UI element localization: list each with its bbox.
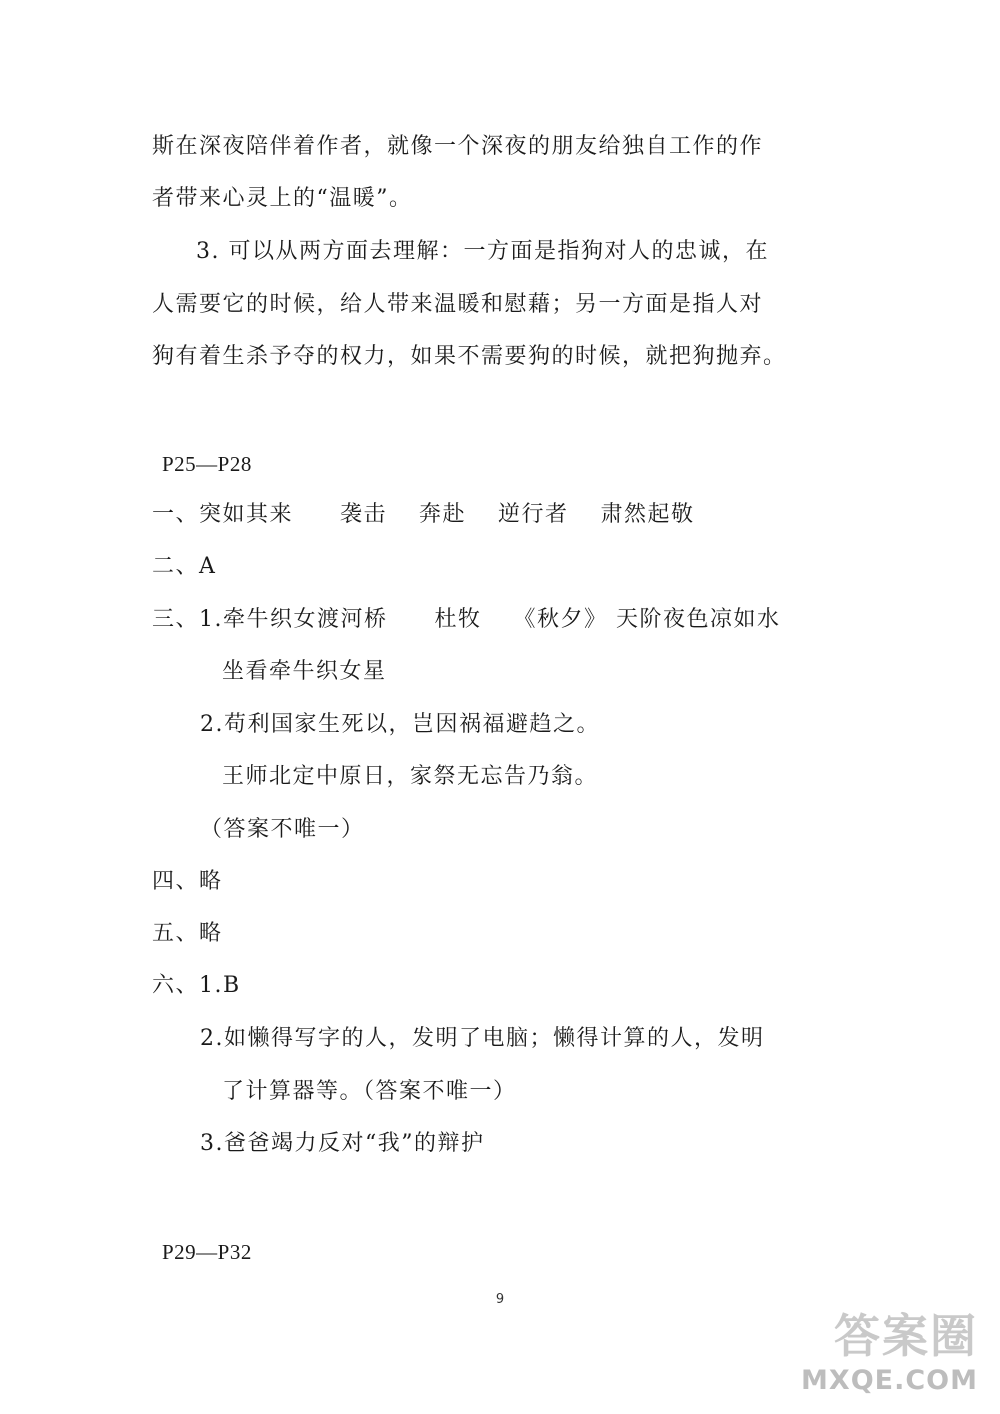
answer-item-3-cont: 坐看牵牛织女星 [222,659,387,684]
watermark-sub-text: MXQE.COM [801,1365,978,1396]
answer-item-3-2-cont: 王师北定中原日，家祭无忘告乃翁。 [222,764,599,789]
page-number: 9 [495,1292,505,1307]
answer-item-4: 四、略 [152,869,223,894]
answer-item-1: 一、突如其来 袭击 奔赴 逆行者 肃然起敬 [152,502,695,527]
section-heading-p29-p32: P29—P32 [162,1240,252,1264]
paragraph-line-3: 3. 可以从两方面去理解：一方面是指狗对人的忠诚，在 [196,239,769,264]
answer-item-2: 二、A [152,554,217,579]
answer-item-5: 五、略 [152,921,223,946]
answer-item-6-2-cont: 了计算器等。（答案不唯一） [222,1079,517,1104]
answer-item-6-3: 3.爸爸竭力反对“我”的辩护 [200,1131,485,1156]
answer-item-3: 三、1.牵牛织女渡河桥 杜牧 《秋夕》 天阶夜色凉如水 [152,607,781,632]
paragraph-line-5: 狗有着生杀予夺的权力，如果不需要狗的时候，就把狗抛弃。 [152,344,787,369]
paragraph-line-1: 斯在深夜陪伴着作者，就像一个深夜的朋友给独自工作的作 [152,134,764,159]
answer-item-6-2: 2.如懒得写字的人，发明了电脑；懒得计算的人，发明 [200,1026,765,1051]
answer-note: （答案不唯一） [200,817,365,842]
watermark-main-text: 答案圈 [834,1309,978,1363]
paragraph-line-4: 人需要它的时候，给人带来温暖和慰藉；另一方面是指人对 [152,292,764,317]
answer-item-6: 六、1.B [152,973,241,998]
answer-item-3-2: 2.苟利国家生死以，岂因祸福避趋之。 [200,712,600,737]
section-heading-p25-p28: P25—P28 [162,452,252,476]
watermark-logo [788,1300,978,1400]
paragraph-line-2: 者带来心灵上的“温暖”。 [152,186,413,211]
